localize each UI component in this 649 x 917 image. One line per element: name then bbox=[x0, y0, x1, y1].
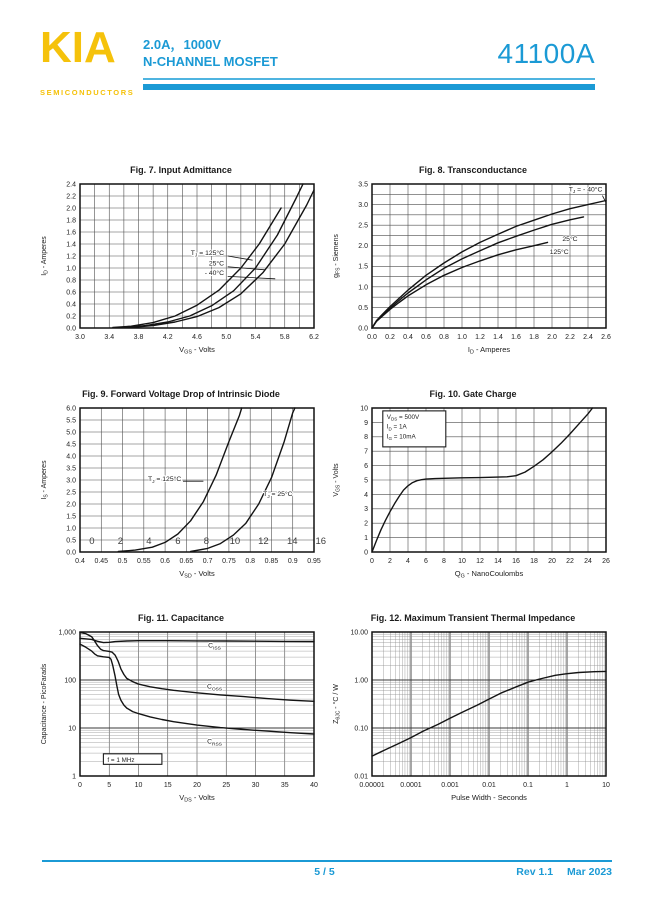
svg-text:10: 10 bbox=[458, 558, 466, 565]
svg-text:Capacitance - PicoFarads: Capacitance - PicoFarads bbox=[41, 663, 48, 745]
svg-text:2.0: 2.0 bbox=[66, 501, 76, 509]
svg-text:0.65: 0.65 bbox=[179, 558, 194, 565]
svg-text:2.2: 2.2 bbox=[565, 334, 575, 341]
fig7-title: Fig. 7. Input Admittance bbox=[130, 164, 232, 175]
svg-text:25°C: 25°C bbox=[208, 260, 225, 268]
svg-text:6: 6 bbox=[175, 535, 181, 547]
fig7-plot bbox=[36, 178, 326, 374]
svg-text:4.0: 4.0 bbox=[66, 453, 76, 461]
svg-text:3.0: 3.0 bbox=[358, 201, 368, 209]
svg-text:0.0001: 0.0001 bbox=[400, 782, 422, 789]
svg-text:6.0: 6.0 bbox=[66, 405, 76, 413]
svg-text:TJ = 25°C: $T_J = 25^\circ C$ bbox=[263, 491, 293, 500]
svg-text:4: 4 bbox=[146, 535, 152, 547]
fig9-plot bbox=[36, 402, 326, 598]
svg-text:20: 20 bbox=[548, 558, 556, 565]
figure-8 bbox=[328, 150, 618, 374]
svg-text:VDS = 500V: $V_{DS} = 500V$ bbox=[386, 413, 420, 422]
svg-text:14: 14 bbox=[494, 558, 502, 565]
svg-text:2.2: 2.2 bbox=[66, 193, 76, 201]
svg-text:0.4: 0.4 bbox=[66, 301, 76, 309]
svg-text:16: 16 bbox=[512, 558, 520, 565]
svg-text:10: 10 bbox=[68, 725, 76, 733]
svg-text:0.4: 0.4 bbox=[75, 558, 85, 565]
svg-text:ID - Amperes: $I_D$ - Amperes bbox=[41, 236, 50, 276]
svg-text:0.55: 0.55 bbox=[137, 558, 151, 565]
svg-text:2.0: 2.0 bbox=[66, 205, 76, 213]
svg-text:Pulse Width - Seconds: Pulse Width - Seconds bbox=[451, 793, 527, 802]
svg-text:0: 0 bbox=[89, 535, 95, 547]
svg-text:100: 100 bbox=[64, 677, 76, 685]
svg-text:1.4: 1.4 bbox=[66, 241, 76, 249]
svg-text:IS - Amperes: $I_S$ - Amperes bbox=[41, 460, 50, 500]
figure-9 bbox=[36, 374, 326, 598]
svg-text:1,000: 1,000 bbox=[58, 629, 76, 637]
svg-text:8: 8 bbox=[364, 434, 368, 442]
svg-text:1: 1 bbox=[364, 535, 368, 542]
svg-text:6: 6 bbox=[424, 558, 428, 565]
svg-text:2.0: 2.0 bbox=[547, 334, 557, 341]
svg-text:1.0: 1.0 bbox=[457, 334, 467, 341]
svg-text:14: 14 bbox=[287, 535, 298, 547]
svg-text:6.2: 6.2 bbox=[309, 334, 319, 341]
svg-text:ZθJC - °C / W: $Z_{\theta JC} - ^\circ C$ / W bbox=[333, 684, 342, 724]
svg-text:5.4: 5.4 bbox=[250, 334, 261, 341]
svg-text:1.5: 1.5 bbox=[358, 263, 368, 271]
svg-text:VGS - Volts: $V_{GS}$ - Volts bbox=[179, 345, 215, 356]
kia-logo: KIA bbox=[40, 23, 116, 72]
svg-text:0.5: 0.5 bbox=[358, 304, 368, 312]
svg-text:0.0: 0.0 bbox=[66, 325, 76, 333]
svg-text:8: 8 bbox=[442, 558, 446, 565]
svg-text:2.5: 2.5 bbox=[358, 222, 368, 230]
svg-text:ID = 1A: $I_D = 1A$ bbox=[386, 423, 407, 432]
svg-text:7: 7 bbox=[364, 448, 368, 456]
svg-text:0.5: 0.5 bbox=[117, 558, 128, 565]
svg-text:0.75: 0.75 bbox=[222, 558, 236, 565]
svg-text:2.4: 2.4 bbox=[583, 334, 593, 341]
svg-text:2: 2 bbox=[364, 520, 368, 528]
svg-text:0.45: 0.45 bbox=[94, 558, 109, 565]
svg-text:TJ = - 40°C: $T_J$ = - 40°C bbox=[568, 186, 603, 196]
figure-11 bbox=[36, 598, 326, 822]
fig10-plot bbox=[328, 402, 618, 598]
svg-text:5.0: 5.0 bbox=[66, 429, 76, 437]
svg-text:CRSS: $C_{RSS}$ bbox=[207, 738, 223, 748]
charts-grid bbox=[36, 150, 618, 822]
fig11-title: Fig. 11. Capacitance bbox=[137, 612, 225, 623]
svg-text:1.0: 1.0 bbox=[66, 525, 76, 533]
svg-text:10: 10 bbox=[602, 782, 610, 789]
svg-text:4: 4 bbox=[364, 491, 368, 499]
svg-text:0: 0 bbox=[370, 558, 374, 565]
svg-text:3.4: 3.4 bbox=[104, 334, 115, 341]
svg-text:0.2: 0.2 bbox=[66, 313, 76, 321]
svg-text:26: 26 bbox=[602, 558, 610, 565]
svg-text:12: 12 bbox=[476, 558, 484, 565]
fig8-title: Fig. 8. Transconductance bbox=[418, 164, 528, 175]
svg-text:2: 2 bbox=[388, 558, 392, 565]
svg-text:0.01: 0.01 bbox=[354, 773, 368, 781]
svg-text:8: 8 bbox=[203, 535, 210, 547]
svg-text:5.5: 5.5 bbox=[66, 417, 76, 425]
svg-text:25: 25 bbox=[222, 782, 231, 789]
svg-text:2.4: 2.4 bbox=[66, 181, 76, 189]
svg-text:0.001: 0.001 bbox=[441, 782, 459, 789]
svg-text:1.0: 1.0 bbox=[66, 265, 76, 273]
svg-text:- 40°C: - 40°C bbox=[204, 270, 225, 278]
svg-text:1.4: 1.4 bbox=[493, 334, 503, 341]
svg-text:4.6: 4.6 bbox=[192, 334, 202, 341]
device-type: N-CHANNEL MOSFET bbox=[143, 54, 278, 69]
revision: Rev 1.1 bbox=[516, 866, 554, 878]
svg-text:f = 1 MHz: f = 1 MHz bbox=[107, 756, 135, 764]
svg-text:25°C: 25°C bbox=[562, 235, 578, 243]
svg-text:1: 1 bbox=[72, 773, 76, 781]
device-rating: 2.0A，1000V bbox=[143, 37, 222, 52]
figure-12 bbox=[328, 598, 618, 822]
figure-7 bbox=[36, 150, 326, 374]
svg-text:1.0: 1.0 bbox=[358, 284, 368, 292]
svg-text:10.00: 10.00 bbox=[350, 629, 368, 637]
svg-text:5: 5 bbox=[364, 477, 368, 485]
svg-text:10: 10 bbox=[229, 535, 241, 547]
svg-text:1.00: 1.00 bbox=[354, 677, 368, 685]
svg-text:0.95: 0.95 bbox=[307, 558, 321, 565]
header-thin-rule bbox=[143, 78, 595, 80]
fig10-title: Fig. 10. Gate Charge bbox=[429, 388, 517, 399]
svg-text:3: 3 bbox=[364, 506, 368, 514]
svg-text:35: 35 bbox=[280, 782, 289, 789]
svg-text:0.4: 0.4 bbox=[403, 334, 413, 341]
svg-text:CISS: $C_{ISS}$ bbox=[208, 642, 221, 652]
svg-text:0.5: 0.5 bbox=[66, 537, 76, 545]
svg-text:40: 40 bbox=[310, 782, 318, 789]
svg-text:0: 0 bbox=[78, 782, 82, 789]
svg-text:4: 4 bbox=[406, 558, 410, 565]
figure-10 bbox=[328, 374, 618, 598]
svg-text:0.0: 0.0 bbox=[66, 549, 76, 557]
fig11-plot bbox=[36, 626, 326, 822]
svg-text:10: 10 bbox=[360, 405, 368, 413]
svg-text:3.0: 3.0 bbox=[75, 334, 85, 341]
svg-text:4.5: 4.5 bbox=[66, 441, 76, 449]
svg-text:VSD - Volts: $V_{SD}$ - Volts bbox=[179, 569, 215, 580]
svg-text:ID - Amperes: $I_D$ - Amperes bbox=[467, 345, 511, 356]
header-thick-rule bbox=[143, 84, 595, 90]
svg-text:3.5: 3.5 bbox=[66, 465, 76, 473]
svg-text:30: 30 bbox=[251, 782, 260, 789]
page-number: 5 / 5 bbox=[314, 866, 335, 878]
svg-text:1.5: 1.5 bbox=[66, 513, 76, 521]
svg-text:0.8: 0.8 bbox=[245, 558, 256, 565]
device-title bbox=[143, 36, 278, 70]
fig12-title: Fig. 12. Maximum Transient Thermal Impedance bbox=[370, 612, 576, 623]
svg-text:2: 2 bbox=[117, 535, 124, 547]
svg-text:0.6: 0.6 bbox=[160, 558, 170, 565]
fig8-plot bbox=[328, 178, 618, 374]
part-number: 41100A bbox=[497, 38, 595, 69]
svg-text:18: 18 bbox=[530, 558, 538, 565]
svg-text:20: 20 bbox=[193, 782, 201, 789]
svg-text:0.9: 0.9 bbox=[287, 558, 298, 565]
svg-text:0.85: 0.85 bbox=[264, 558, 279, 565]
svg-text:22: 22 bbox=[566, 558, 574, 565]
svg-text:0.01: 0.01 bbox=[482, 782, 496, 789]
svg-text:5.8: 5.8 bbox=[279, 334, 290, 341]
svg-text:24: 24 bbox=[584, 558, 592, 565]
revision-info bbox=[516, 866, 612, 878]
svg-text:0.6: 0.6 bbox=[421, 334, 431, 341]
svg-text:1.6: 1.6 bbox=[511, 334, 521, 341]
svg-text:10: 10 bbox=[134, 782, 143, 789]
svg-text:1.2: 1.2 bbox=[66, 253, 76, 261]
svg-text:2.6: 2.6 bbox=[601, 334, 611, 341]
svg-text:16: 16 bbox=[315, 535, 327, 547]
svg-text:0.8: 0.8 bbox=[439, 334, 449, 341]
svg-text:12: 12 bbox=[258, 535, 269, 547]
svg-text:1.8: 1.8 bbox=[529, 334, 539, 341]
svg-text:2.5: 2.5 bbox=[66, 489, 76, 497]
svg-text:QG - NanoCoulombs: $Q_G$ - NanoCoulombs bbox=[454, 569, 524, 580]
svg-text:COSS: $C_{OSS}$ bbox=[206, 683, 223, 693]
svg-text:15: 15 bbox=[163, 782, 172, 789]
svg-text:1.6: 1.6 bbox=[66, 229, 76, 237]
svg-text:1: 1 bbox=[565, 782, 569, 789]
svg-text:1.8: 1.8 bbox=[66, 217, 76, 225]
svg-text:0.0: 0.0 bbox=[367, 334, 377, 341]
svg-text:0.7: 0.7 bbox=[202, 558, 213, 565]
svg-text:IG = 10mA: $I_G = 10mA$ bbox=[386, 433, 416, 442]
svg-text:1.2: 1.2 bbox=[475, 334, 485, 341]
svg-text:VDS - Volts: $V_{DS}$ - Volts bbox=[179, 793, 215, 804]
footer-rule bbox=[42, 860, 612, 862]
logo-subtitle: SEMICONDUCTORS bbox=[40, 88, 135, 97]
svg-text:9: 9 bbox=[364, 419, 368, 427]
svg-text:TJ = 125°C: $T_J = 125^\circ C$ bbox=[190, 249, 225, 259]
svg-text:0.2: 0.2 bbox=[385, 334, 395, 341]
svg-text:3.0: 3.0 bbox=[66, 477, 76, 485]
fig12-plot bbox=[328, 626, 618, 822]
svg-text:2.0: 2.0 bbox=[358, 243, 368, 251]
svg-text:gFS - Siemens: $g_{FS}$ - Siemens bbox=[333, 234, 342, 278]
svg-text:0: 0 bbox=[364, 549, 368, 557]
svg-text:125°C: 125°C bbox=[549, 248, 569, 256]
svg-text:0.10: 0.10 bbox=[354, 725, 368, 733]
svg-text:0.00001: 0.00001 bbox=[359, 782, 385, 789]
svg-text:5: 5 bbox=[107, 782, 112, 789]
svg-text:4.2: 4.2 bbox=[162, 334, 173, 341]
svg-text:6: 6 bbox=[364, 463, 368, 470]
svg-text:0.1: 0.1 bbox=[523, 782, 533, 789]
revision-date: Mar 2023 bbox=[567, 866, 612, 878]
svg-text:3.8: 3.8 bbox=[133, 334, 144, 341]
fig9-title: Fig. 9. Forward Voltage Drop of Intrinsic Diode bbox=[82, 388, 280, 399]
svg-text:0.0: 0.0 bbox=[358, 325, 368, 333]
svg-text:3.5: 3.5 bbox=[358, 181, 368, 189]
svg-text:0.6: 0.6 bbox=[66, 289, 76, 297]
svg-text:0.8: 0.8 bbox=[66, 277, 76, 285]
svg-text:TJ = 125°C: $T_J = 125^\circ C$ bbox=[147, 476, 182, 485]
svg-text:5.0: 5.0 bbox=[221, 334, 232, 341]
svg-text:VGS - Volts: $V_{GS}$ - Volts bbox=[333, 463, 342, 497]
